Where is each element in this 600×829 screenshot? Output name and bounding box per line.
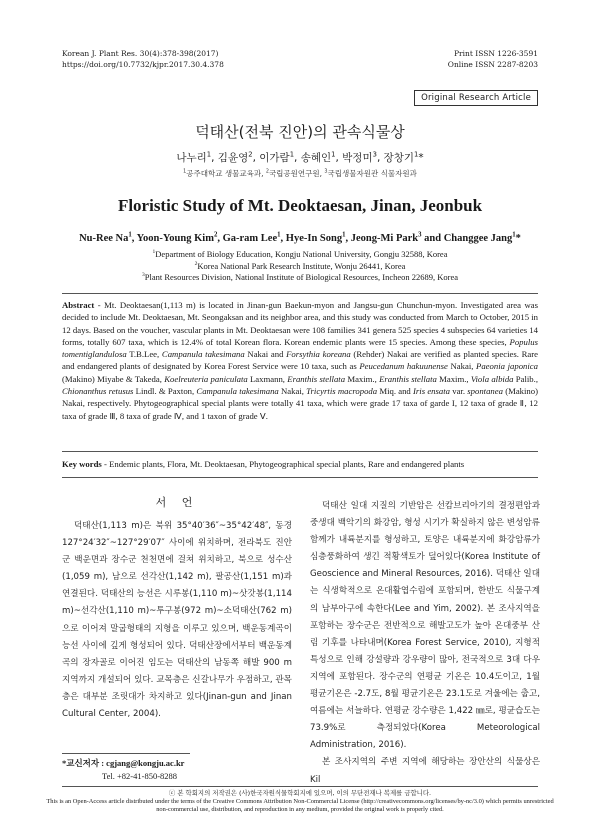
keywords: Key words - Endemic plants, Flora, Mt. Deoktaesan, Phytogeographical special plants, Rare and endangered plants (62, 459, 465, 469)
online-issn: Online ISSN 2287-8203 (447, 60, 538, 69)
korean-title: 덕태산(전북 진안)의 관속식물상 (195, 123, 405, 141)
article-type-badge: Original Research Article (414, 90, 538, 106)
korean-authors: 나누리$^1$, 김윤영$^2$, 이가람$^1$, 송혜인$^1$, 박정미$^3$, 장창기$^1$* (176, 150, 424, 164)
license-notice: This is an Open-Access article distributed under the terms of the Creative Commons Attribution Non-Commercial License (http://creativecommons.org/licenses/by-nc/3.0) which permits unrestricted non-commercial use, distribution, and reproduction in any medium, provided the original work is properly cited. (46, 797, 554, 814)
abstract-top-rule (62, 293, 538, 294)
abstract: Abstract - Mt. Deoktaesan(1,113 m) is located in Jinan-gun Baekun-myon and Jangsu-gun Chunchun-myon. Investigated area was decided to include Mt. Deoktaesan, Mt. Seongaksan and its neighbor area, and this study was conducted from March to October, 2015 in 12 days. Based on the voucher, vascular plants in Mt. Deoktaesan were 108 families 341 genera 525 species 4 subspecies 64 varieties 14 forms, totally 607 taxa, which is 12.4% of total Korean flora. Korean endemic plants were 15 species. Among these species, Populus tomentiglandulosa T.B.Lee, Campanula takesimana Nakai and Forsythia koreana (Rehder) Nakai are verified as planted species. Rare and endangered plants of designated by Korea Forest Service were 10 taxa, such as Peucedanum hakuunense Nakai, Paeonia japonica (Makino) Miyabe & Takeda, Koelreuteria paniculata Laxmann, Eranthis stellata Maxim., Eranthis stellata Maxim., Viola albida Palib., Chionanthus retusus Lindl. & Paxton, Campanula takesimana Nakai, Tricyrtis macropoda Miq. and Iris ensata var. spontanea (Makino) Nakai, respectively. Phytogeographical special plants were totally 41 taxa, which were grade 17 taxa of garde I, 12 taxa of grade Ⅱ, 12 taxa of grade Ⅲ, 8 taxa of grade Ⅳ, and 1 taxon of grade Ⅴ. (62, 300, 539, 421)
correspondence-email: *교신저자 : cgjang@kongju.ac.kr (62, 758, 185, 768)
journal-citation: Korean J. Plant Res. 30(4):378-398(2017) (62, 49, 219, 58)
introduction-heading: 서 언 (155, 496, 199, 509)
english-authors: Nu-Ree Na$^1$, Yoon-Young Kim$^2$, Ga-ram Lee$^1$, Hye-In Song$^1$, Jeong-Mi Park$^3$ and Changgee Jang$^1$* (79, 231, 521, 244)
intro-paragraph-2: 덕태산 일대 지질의 기반암은 선캄브리아기의 결정편암과 중생대 백악기의 화강암, 형성 시기가 확실하지 않은 변성암류 함께가 내륙분지를 형성하고, 토양은 내륙분지에 화강암류가 심층풍화하여 생긴 적황색토가 덮어있다(Korea Institute of Geoscience and Mineral Resources, 2016). 덕태산 일대는 식생학적으로 온대활엽수림에 포함되며, 한반도 식물구계의 남부아구에 속한다(Lee and Yim, 2002). 본 조사지역을 포함하는 장수군은 전반적으로 해발고도가 높아 온대중부 산림 기후를 나타내며(Korea Forest Service, 2010), 지형적 특성으로 인해 강설량과 강우량이 많아, 전국적으로 3대 다우지역에 포함된다. 장수군의 연평균 기온은 10.4도이고, 1월 평균기온은 -2.7도, 8월 평균기온은 23.1도로 겨울에는 춥고, 여름에는 서늘하다. 연평균 강수량은 1,422 ㎜로, 평균습도는 73.9%로 측정되었다(Korea Meteorological Administration, 2016). (310, 501, 540, 751)
print-issn: Print ISSN 1226-3591 (453, 49, 538, 58)
correspondence (62, 757, 184, 782)
journal-header (62, 48, 224, 70)
correspondence-tel: Tel. +82-41-850-8288 (102, 770, 178, 781)
issn-block (448, 48, 538, 70)
footer-rule (62, 786, 538, 787)
korean-affiliations: $^1$공주대학교 생물교육과, $^2$국립공원연구원, $^3$국립생물자원관 식물자원과 (183, 168, 417, 178)
abstract-bottom-rule (62, 451, 538, 452)
intro-left-column (62, 518, 292, 723)
intro-paragraph-3: 본 조사지역의 주변 지역에 해당하는 장안산의 식물상은 Kil (310, 757, 540, 785)
english-affiliations: $^1$Department of Biology Education, Kongju National University, Gongju 32588, Korea $^2$Korea National Park Research Institute, Wonju 26441, Korea $^3$Plant Resources Division, National Institute of Biological Resources, Incheon 22689, Korea (141, 249, 459, 282)
copyright-notice: ⓒ 본 학회지의 저작권은 (사)한국자원식물학회지에 있으며, 이의 무단전재나 복제를 금합니다. (168, 789, 432, 797)
correspondence-rule (62, 753, 190, 754)
doi-link[interactable]: https://doi.org/10.7732/kjpr.2017.30.4.378 (62, 60, 224, 69)
footer (40, 789, 560, 815)
intro-paragraph-1: 덕태산(1,113 m)은 북위 35°40′36″~35°42′48″, 동경 127°24′32″~127°29′07″ 사이에 위치하며, 전라북도 진안군 백운면과 장수군 천천면에 걸쳐 위치하고, 북으로 성수산(1,059 m), 남으로 선각산(1,142 m), 팔공산(1,151 m)과 연결된다. 덕태산의 능선은 시루봉(1,110 m)~삿갓봉(1,114 m)~선각산(1,110 m)~투구봉(972 m)~소덕태산(762 m)으로 이어져 말굽형태의 지형을 이루고 있으며, 백운동계곡이 능선 사이에 깊게 형성되어 있다. 덕태산장에서부터 백운동계곡의 장자골로 이어진 임도는 덕태산의 남동쪽 해발 900 m 지역까지 개설되어 있다. 교목층은 신갈나무가 우점하고, 관목층은 대부분 조릿대가 차지하고 있다(Jinan-gun and Jinan Cultural Center, 2004). (62, 521, 292, 720)
keywords-bottom-rule (62, 477, 538, 478)
intro-right-column (310, 498, 540, 789)
english-title: Floristic Study of Mt. Deoktaesan, Jinan, Jeonbuk (117, 196, 483, 215)
